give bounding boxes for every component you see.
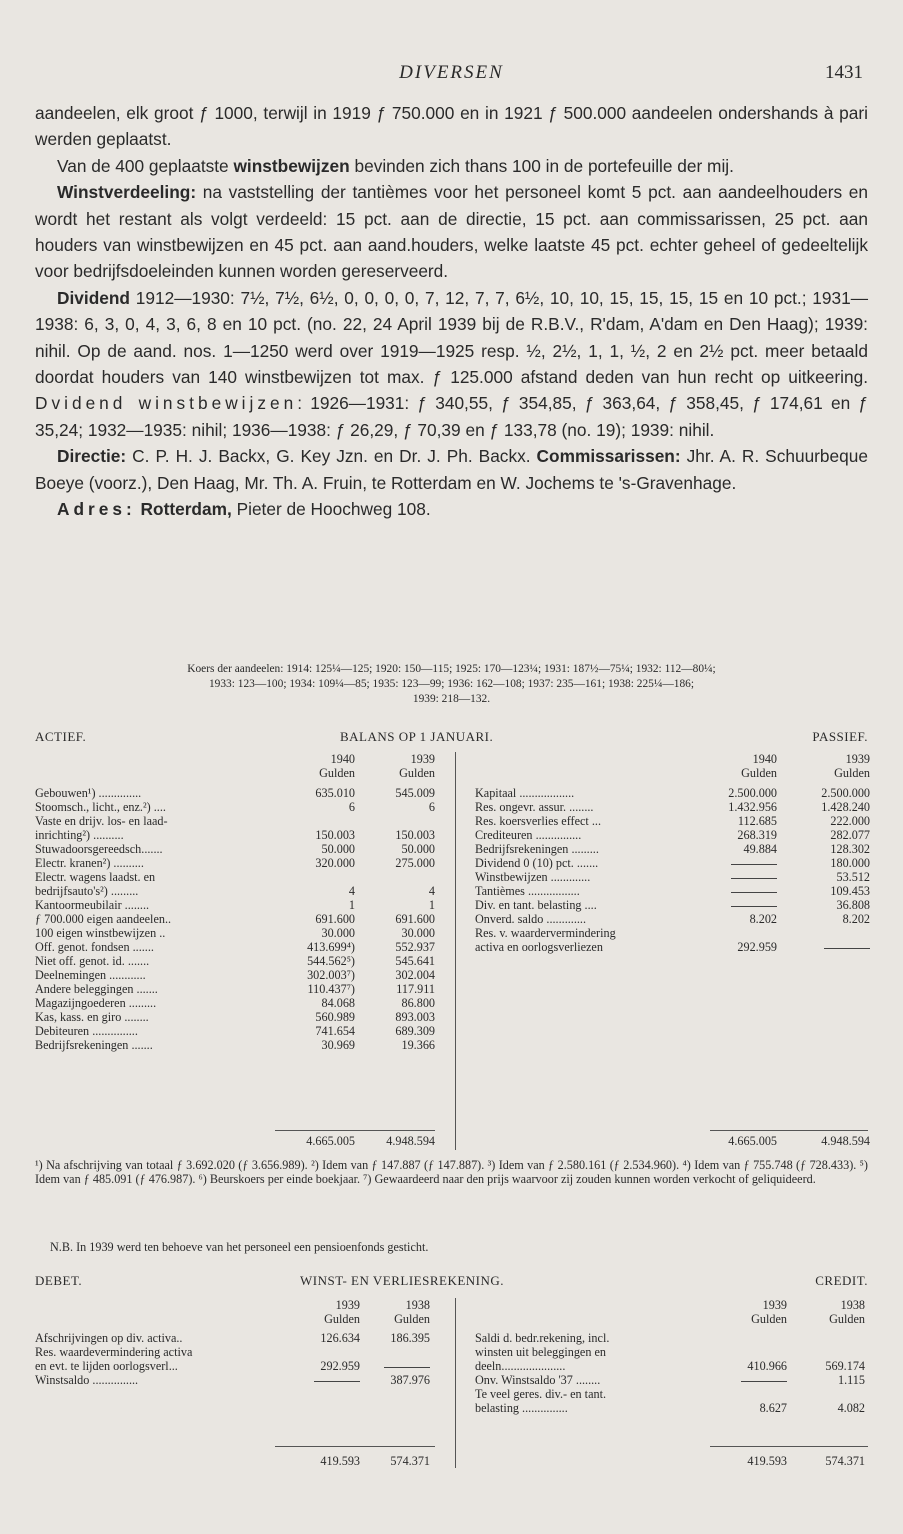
value-previous: 1.115 [838, 1373, 865, 1387]
value-current: 8.627 [759, 1401, 787, 1415]
value-current: 150.003 [315, 828, 355, 842]
balance-header [35, 729, 868, 745]
value-current: 292.959 [320, 1359, 360, 1373]
ledger-row [35, 1359, 447, 1373]
paragraph-shares: aandeelen, elk groot ƒ 1000, terwijl in 1919 ƒ 750.000 en in 1921 ƒ 500.000 aandeelen ondershands à pari werden geplaatst. [35, 103, 868, 150]
ledger-row [475, 1373, 870, 1387]
value-previous: 117.911 [396, 982, 435, 996]
total-rule [275, 1446, 435, 1447]
value-previous: 222.000 [830, 814, 870, 828]
total-value: 419.593 [747, 1454, 787, 1468]
passief-year-header [475, 752, 870, 780]
row-label: Deelnemingen ............ [35, 968, 146, 982]
passief-title: PASSIEF. [812, 729, 868, 744]
row-label: Stoomsch., licht., enz.²) .... [35, 800, 166, 814]
text-run: : 1926—1931: ƒ 340,55, ƒ 354,85, ƒ 363,64, ƒ 358,45, ƒ 174,61 en ƒ 35,24; 1932—1935: nihil; 1936—1938: ƒ 26,29, ƒ 70,39 en ƒ 133,78 (no. 19); 1939: nihil. [35, 393, 868, 440]
ledger-row [475, 800, 870, 814]
ledger-row [35, 1373, 447, 1387]
passief-total [475, 1134, 870, 1148]
row-label: Bedrijfsrekeningen ......... [475, 842, 599, 856]
row-label: bedrijfsauto's²) ......... [35, 884, 139, 898]
dash-mark [731, 864, 777, 865]
nb-note [50, 1240, 868, 1254]
ledger-row [35, 898, 447, 912]
year-label: 1939 [762, 1298, 787, 1312]
row-label: Te veel geres. div.- en tant. [475, 1387, 607, 1401]
ledger-row [35, 800, 447, 814]
actief-table [35, 786, 447, 1052]
row-label: Bedrijfsrekeningen ....... [35, 1038, 153, 1052]
row-label: Kapitaal .................. [475, 786, 575, 800]
value-current: 741.654 [315, 1024, 355, 1038]
keyword-commissarissen: Commissarissen: [536, 446, 681, 467]
year-label: 1940 [330, 752, 355, 766]
page-number: 1431 [825, 62, 863, 83]
ledger-row [475, 912, 870, 926]
value-previous: 302.004 [395, 968, 435, 982]
ledger-row [35, 968, 447, 982]
row-label: Electr. kranen²) .......... [35, 856, 144, 870]
text-run: C. P. H. J. Backx, G. Key Jzn. en Dr. J. Ph. Backx. [126, 446, 537, 467]
value-current [697, 856, 777, 870]
row-label: Off. genot. fondsen ....... [35, 940, 154, 954]
total-value: 4.948.594 [386, 1134, 435, 1148]
actief-total [35, 1134, 447, 1148]
ledger-row [35, 884, 447, 898]
column-divider [455, 752, 456, 1150]
footnotes [35, 1158, 868, 1186]
value-previous: 2.500.000 [821, 786, 870, 800]
total-value: 574.371 [390, 1454, 430, 1468]
value-current: 30.969 [321, 1038, 355, 1052]
value-previous: 50.000 [401, 842, 435, 856]
value-previous: 8.202 [842, 912, 870, 926]
paragraph-dividend [35, 285, 868, 443]
value-current: 126.634 [320, 1331, 360, 1345]
row-label: Res. waardevermindering activa [35, 1345, 193, 1359]
dash-mark [384, 1367, 430, 1368]
ledger-row [35, 842, 447, 856]
text-run: Jhr. A. R. Schuurbeque Boeye (voorz.), Den Haag, Mr. Th. A. Fruin, te Rotterdam en W. Jochems te 's-Gravenhage. [35, 446, 868, 493]
ledger-row [35, 856, 447, 870]
value-current: 49.884 [743, 842, 777, 856]
credit-total [475, 1454, 870, 1468]
value-previous: 6 [428, 800, 435, 814]
share-prices-line: Koers der aandeelen: 1914: 125¼—125; 1920: 150—115; 1925: 170—123¼; 1931: 187½—75¼; 1932: 112—80¼; [187, 663, 716, 675]
value-previous: 387.976 [390, 1373, 430, 1387]
value-previous: 30.000 [401, 926, 435, 940]
row-label: deeln..................... [475, 1359, 566, 1373]
row-label: Res. koersverlies effect ... [475, 814, 602, 828]
dash-mark [731, 892, 777, 893]
text-run: Van de 400 geplaatste [57, 155, 234, 176]
column-divider [455, 1298, 456, 1468]
ledger-row [35, 1024, 447, 1038]
row-label: winsten uit beleggingen en [475, 1345, 606, 1359]
value-previous: 53.512 [836, 870, 870, 884]
keyword-dividend: Dividend [57, 287, 130, 308]
value-previous: 893.003 [395, 1010, 435, 1024]
value-current: 302.003⁷) [307, 968, 355, 982]
ledger-row [475, 786, 870, 800]
value-current: 691.600 [315, 912, 355, 926]
ledger-row [35, 940, 447, 954]
text-run: bevinden zich thans 100 in de portefeuille der mij. [349, 155, 734, 176]
row-label: Winstsaldo ............... [35, 1373, 139, 1387]
unit-label: Gulden [324, 1312, 360, 1326]
nb-text: N.B. In 1939 werd ten behoeve van het personeel een pensioenfonds gesticht. [50, 1240, 429, 1254]
value-current: 544.562⁵) [307, 954, 355, 968]
row-label: Niet off. genot. id. ....... [35, 954, 150, 968]
ledger-row [35, 1345, 447, 1359]
value-current [697, 898, 777, 912]
row-label: Saldi d. bedr.rekening, incl. [475, 1331, 610, 1345]
value-previous: 128.302 [830, 842, 870, 856]
ledger-row [35, 828, 447, 842]
ledger-row [475, 1387, 870, 1401]
credit-title: CREDIT. [815, 1273, 868, 1288]
ledger-row [475, 856, 870, 870]
value-previous: 180.000 [830, 856, 870, 870]
paragraph-winstbewijzen [35, 153, 868, 179]
value-previous: 4 [428, 884, 435, 898]
row-label: Afschrijvingen op div. activa.. [35, 1331, 183, 1345]
value-current: 6 [348, 800, 355, 814]
ledger-row [475, 884, 870, 898]
ledger-row [475, 940, 870, 954]
ledger-row [35, 1331, 447, 1345]
value-current: 410.966 [747, 1359, 787, 1373]
row-label: Kas, kass. en giro ........ [35, 1010, 149, 1024]
value-current: 1 [348, 898, 355, 912]
keyword-winstbewijzen: winstbewijzen [233, 155, 350, 176]
value-previous: 1.428.240 [821, 800, 870, 814]
value-previous: 86.800 [401, 996, 435, 1010]
unit-label: Gulden [834, 766, 870, 780]
value-previous [360, 1359, 430, 1373]
total-rule [275, 1130, 435, 1131]
debet-title: DEBET. [35, 1273, 83, 1288]
row-label: Div. en tant. belasting .... [475, 898, 597, 912]
ledger-row [35, 954, 447, 968]
row-label: Tantièmes ................. [475, 884, 580, 898]
value-current [707, 1373, 787, 1387]
ledger-row [475, 926, 870, 940]
total-value: 574.371 [825, 1454, 865, 1468]
ledger-row [475, 898, 870, 912]
total-value: 4.948.594 [821, 1134, 870, 1148]
value-current: 292.959 [737, 940, 777, 954]
ledger-row [475, 1331, 870, 1345]
profit-loss-title: WINST- EN VERLIESREKENING. [300, 1273, 505, 1288]
text-run: na vaststelling der tantièmes voor het personeel komt 5 pct. aan aandeelhouders en wordt het restant als volgt verdeeld: 15 pct. aan de directie, 15 pct. aan commissarissen, 25 pct. aan houders van winstbewijzen en 45 pct. aan aand.houders, welke laatste 45 pct. echter geheel of gedeeltelijk voor bedrijfsdoeleinden kunnen worden gereserveerd. [35, 182, 868, 282]
ledger-row [35, 870, 447, 884]
paragraph-adres [35, 496, 868, 522]
share-prices-line: 1939: 218—132. [412, 693, 491, 705]
row-label: Dividend 0 (10) pct. ....... [475, 856, 599, 870]
row-label: en evt. te lijden oorlogsverl... [35, 1359, 178, 1373]
total-rule [710, 1446, 868, 1447]
dash-mark [824, 948, 870, 949]
value-previous: 552.937 [395, 940, 435, 954]
total-value: 4.665.005 [306, 1134, 355, 1148]
city: Rotterdam, [135, 499, 232, 520]
year-label: 1939 [845, 752, 870, 766]
actief-year-header [35, 752, 447, 782]
unit-label: Gulden [751, 1312, 787, 1326]
value-previous: 282.077 [830, 828, 870, 842]
footnote-text: ¹) Na afschrijving van totaal ƒ 3.692.020 (ƒ 3.656.989). ²) Idem van ƒ 147.887 (ƒ 147.887). ³) Idem van ƒ 2.580.161 (ƒ 2.534.960). ⁴) Idem van ƒ 755.748 (ƒ 728.433). ⁵) Idem van ƒ 485.091 (ƒ 476.987). ⁶) Beurskoers per einde boekjaar. ⁷) Gewaardeerd naar den prijs waarvoor zij zouden kunnen worden verkocht of geliquideerd. [35, 1158, 868, 1186]
value-previous: 36.808 [836, 898, 870, 912]
spaced-text: Dvidend winstbewijzen [35, 393, 298, 414]
text-run: 1912—1930: 7½, 7½, 6½, 0, 0, 0, 0, 7, 12, 7, 7, 6½, 10, 10, 15, 15, 15, 15 en 10 pct.; 1931—1938: 6, 3, 0, 4, 3, 6, 8 en 10 pct. (no. 22, 24 April 1939 bij de R.B.V., R'dam, A'dam en Den Haag); 1939: nihil. Op de aand. nos. 1—1250 werd over 1919—1925 resp. ½, 2½, 1, 1, ½, 2 en 2½ pct. meer betaald doordat houders van 140 winstbewijzen tot max. ƒ 125.000 afstand deden van hun recht op uitkeering. [35, 287, 868, 388]
value-current: 2.500.000 [728, 786, 777, 800]
row-label: Crediteuren ............... [475, 828, 582, 842]
value-previous: 545.641 [395, 954, 435, 968]
credit-table [475, 1331, 870, 1415]
ledger-row [35, 926, 447, 940]
value-current: 560.989 [315, 1010, 355, 1024]
balance-title: BALANS OP 1 JANUARI. [340, 729, 494, 744]
value-current [697, 884, 777, 898]
ledger-row [475, 828, 870, 842]
row-label: Stuwadoorsgereedsch....... [35, 842, 163, 856]
value-current: 50.000 [321, 842, 355, 856]
value-current [697, 870, 777, 884]
ledger-row [475, 1345, 870, 1359]
keyword-directie: Directie: [57, 446, 127, 467]
value-previous: 109.453 [830, 884, 870, 898]
value-current: 320.000 [315, 856, 355, 870]
dash-mark [731, 906, 777, 907]
running-title: DIVERSEN [399, 62, 504, 83]
unit-label: Gulden [394, 1312, 430, 1326]
row-label: inrichting²) .......... [35, 828, 124, 842]
value-previous: 275.000 [395, 856, 435, 870]
ledger-row [475, 814, 870, 828]
ledger-row [475, 1401, 870, 1415]
unit-label: Gulden [399, 766, 435, 780]
year-label: 1940 [752, 752, 777, 766]
row-label: Res. ongevr. assur. ........ [475, 800, 594, 814]
dash-mark [731, 878, 777, 879]
value-previous: 150.003 [395, 828, 435, 842]
row-label: Andere beleggingen ....... [35, 982, 158, 996]
year-label: 1939 [335, 1298, 360, 1312]
year-label: 1938 [405, 1298, 430, 1312]
total-value: 419.593 [320, 1454, 360, 1468]
value-current: 30.000 [321, 926, 355, 940]
value-current: 635.010 [315, 786, 355, 800]
ledger-row [35, 1038, 447, 1052]
credit-year-header [475, 1298, 870, 1326]
keyword-adres: Adres: [57, 499, 136, 520]
value-current: 268.319 [737, 828, 777, 842]
row-label: Res. v. waardervermindering [475, 926, 616, 940]
actief-title: ACTIEF. [35, 729, 87, 744]
paragraph-directie [35, 443, 868, 496]
row-label: Winstbewijzen ............. [475, 870, 591, 884]
value-current: 1.432.956 [728, 800, 777, 814]
value-previous [785, 940, 870, 954]
value-current: 84.068 [321, 996, 355, 1010]
value-previous: 4.082 [837, 1401, 865, 1415]
ledger-row [35, 1010, 447, 1024]
row-label: 100 eigen winstbewijzen .. [35, 926, 166, 940]
row-label: Gebouwen¹) .............. [35, 786, 142, 800]
paragraph-winstverdeeling [35, 179, 868, 285]
passief-table [475, 786, 870, 954]
value-current [290, 1373, 360, 1387]
text-run: Pieter de Hoochweg 108. [231, 499, 431, 520]
row-label: ƒ 700.000 eigen aandeelen.. [35, 912, 172, 926]
ledger-row [475, 842, 870, 856]
value-current: 413.699⁴) [307, 940, 355, 954]
ledger-row [475, 1359, 870, 1373]
value-previous: 689.309 [395, 1024, 435, 1038]
value-current: 110.437⁷) [307, 982, 355, 996]
row-label: Electr. wagens laadst. en [35, 870, 156, 884]
total-rule [710, 1130, 868, 1131]
row-label: Vaste en drijv. los- en laad- [35, 814, 168, 828]
ledger-row [475, 870, 870, 884]
row-label: Debiteuren ............... [35, 1024, 138, 1038]
ledger-row [35, 996, 447, 1010]
body-text [35, 100, 868, 523]
value-previous: 1 [428, 898, 435, 912]
ledger-row [35, 814, 447, 828]
value-current: 8.202 [749, 912, 777, 926]
running-header [0, 62, 903, 86]
ledger-row [35, 982, 447, 996]
row-label: Onv. Winstsaldo '37 ........ [475, 1373, 601, 1387]
debet-year-header [35, 1298, 447, 1328]
value-previous: 19.366 [401, 1038, 435, 1052]
value-current: 112.685 [737, 814, 777, 828]
value-current: 4 [348, 884, 355, 898]
ledger-row [35, 786, 447, 800]
value-previous: 545.009 [395, 786, 435, 800]
unit-label: Gulden [319, 766, 355, 780]
debet-total [35, 1454, 447, 1468]
unit-label: Gulden [741, 766, 777, 780]
dash-mark [314, 1381, 360, 1382]
share-prices-line: 1933: 123—100; 1934: 109¼—85; 1935: 123—99; 1936: 162—108; 1937: 235—161; 1938: 225¼—186; [208, 678, 695, 690]
share-prices [35, 662, 868, 707]
ledger-row [35, 912, 447, 926]
row-label: Kantoormeubilair ........ [35, 898, 150, 912]
value-previous: 691.600 [395, 912, 435, 926]
row-label: activa en oorlogsverliezen [475, 940, 603, 954]
year-label: 1939 [410, 752, 435, 766]
total-value: 4.665.005 [728, 1134, 777, 1148]
row-label: Onverd. saldo ............. [475, 912, 587, 926]
dash-mark [741, 1381, 787, 1382]
unit-label: Gulden [829, 1312, 865, 1326]
row-label: belasting ............... [475, 1401, 568, 1415]
year-label: 1938 [840, 1298, 865, 1312]
value-previous: 569.174 [825, 1359, 865, 1373]
keyword-winstverdeeling: Winstverdeeling: [57, 182, 197, 203]
value-previous: 186.395 [390, 1331, 430, 1345]
debet-table [35, 1331, 447, 1387]
row-label: Magazijngoederen ......... [35, 996, 157, 1010]
profit-loss-header [35, 1273, 868, 1289]
